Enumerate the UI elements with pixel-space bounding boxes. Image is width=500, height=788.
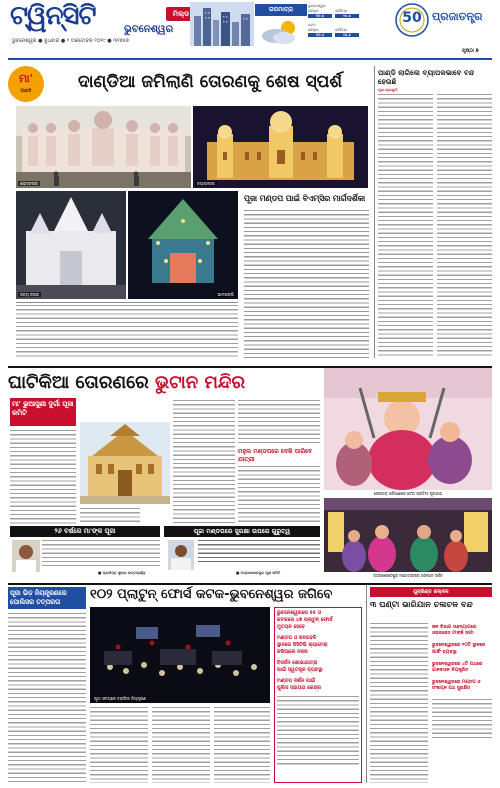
ghatikia-sub-box: ମା' ଭୁଆସୁଣୀ ଦୁର୍ଗା ପୂଜା କମିଟି bbox=[10, 398, 76, 426]
bullets-body bbox=[432, 699, 492, 739]
red-box-line-9: ମଣ୍ଡପ ଦର୍ଶନ ପାଇଁ bbox=[277, 678, 316, 684]
maa-logo-sub: ଆରତି bbox=[20, 89, 32, 94]
red-box-line-8: ପାଇଁ ସ୍ୱତନ୍ତ୍ର ବ୍ୟବସ୍ଥା bbox=[277, 667, 323, 673]
box2-caption: ■ ଚନ୍ଦ୍ରଶେଖରପୁର ପୂଜା କମିଟି bbox=[236, 571, 281, 575]
bullet-4: ଭୁବନେଶ୍ୱରରେ ମଣ୍ଡପ ଓ ସଂଲଗ୍ନ ପଥ ସୁରକ୍ଷିତ bbox=[432, 680, 481, 692]
masthead-rule bbox=[8, 58, 492, 60]
photo-caption-4: ଭୀମତାଙ୍ଗି bbox=[217, 292, 234, 297]
lead-headline: ଦାଣ୍ଡିଆ ଜମିଲାଣି ତୋରଣକୁ ଶେଷ ସ୍ପର୍ଶ bbox=[77, 72, 343, 92]
side-tag: ପୂଜା ପ୍ରସ୍ତୁତି bbox=[378, 88, 398, 92]
bottom-mid-col-3 bbox=[214, 707, 270, 783]
box2-body bbox=[198, 540, 320, 564]
ghatikia-col-2 bbox=[80, 508, 140, 524]
ghatikia-col-3 bbox=[173, 400, 235, 524]
side-body-col-2 bbox=[437, 94, 492, 356]
box1-portrait bbox=[12, 540, 40, 572]
durga-idol-photo bbox=[324, 368, 492, 490]
ghatikia-headline bbox=[8, 370, 320, 396]
lead-body-text bbox=[244, 210, 369, 358]
red-box-line-3: ମୁତୟନ ହେବେ bbox=[277, 624, 305, 630]
ghatikia-headline-b: ଭୁଟାନ ମନ୍ଦିର bbox=[155, 372, 246, 393]
bullet-2: ଭୁବନେଶ୍ୱରରେ ୧୦ଟି ସ୍ଥାନରେ ପାର୍କିଂ ବ୍ୟବସ୍ଥା bbox=[432, 643, 486, 655]
palace-photo-2 bbox=[193, 106, 368, 188]
red-box-line-2: କଟକରେ ୪୭ ପ୍ଲାଟୁନ୍ ଫୋର୍ସ bbox=[277, 617, 333, 623]
weather-max-label-1: ସର୍ବାଧିକ bbox=[308, 9, 319, 13]
box2-head: ପୂଜା ମଣ୍ଡପରେ ସୁରକ୍ଷା ଉପରେ ଗୁରୁତ୍ୱ bbox=[164, 526, 320, 537]
box1-caption: ■ ପ୍ରଦୀପ୍ତ କୁମାର ଭଟ୍ଟାଚାର୍ଯ୍ୟ bbox=[98, 571, 146, 575]
masthead-badge: ମିଲ୍‌ଡ bbox=[166, 7, 196, 21]
bullet-1: ଜଳ ବିଭାଗ ଉଦ୍ୟୋଗରେ ଓଭରହେଡ ଟାଙ୍କି ସଫା bbox=[432, 625, 477, 637]
box2-portrait bbox=[168, 540, 194, 570]
weather-icon bbox=[258, 18, 304, 46]
weather-city-1: ଭୁବନେଶ୍ୱର bbox=[308, 4, 326, 8]
page-number: ପୃଷ୍ଠା ୭ bbox=[462, 48, 479, 54]
side-body-col-1 bbox=[378, 94, 433, 356]
palace-photo-3 bbox=[16, 191, 126, 299]
market-photo bbox=[324, 498, 492, 572]
red-box-line-6: ଜରିଆରେ ନଜର bbox=[277, 649, 308, 655]
right-tag: ଗୁଜ୍‌ରିଣ୍ଡ କଲ୍‌ଦଳ bbox=[370, 587, 492, 597]
weather-min-2: ୨୫.୫ bbox=[335, 33, 359, 37]
traffic-photo bbox=[90, 607, 270, 703]
bottom-mid-col-1 bbox=[90, 707, 148, 783]
anniversary-number: 50 bbox=[402, 10, 422, 26]
masthead-city: ଭୁବନେଶ୍ୱର bbox=[124, 24, 174, 35]
lead-under-photo-text bbox=[16, 305, 238, 359]
side-headline: ପାଣ୍ଡି ଲାଗିଲେ ବ୍ୟାପକଭାବେ ବନ୍ଦ ହେଉଛି bbox=[378, 68, 475, 86]
weather-max-2: ୩୨.୬ bbox=[308, 33, 332, 37]
red-fact-box bbox=[274, 607, 362, 783]
weather-max-1: ୩୨.୫ bbox=[308, 14, 332, 18]
paper-name: ପ୍ରଜାତନ୍ତ୍ର bbox=[432, 10, 483, 23]
ghatikia-col-5 bbox=[238, 466, 320, 524]
red-box-line-1: ଭୁବନେଶ୍ୱରରେ ୫୫ ଓ bbox=[277, 610, 322, 616]
masthead-title: ଟ୍ୱିନ୍‌ସିଟି bbox=[10, 1, 96, 31]
market-caption: ଚନ୍ଦ୍ରଶେଖରପୁର ମହୋତ୍ସବରେ ରଙ୍ଗୀନ ଦର୍ଶନ bbox=[373, 573, 443, 578]
right-body-col-1 bbox=[370, 623, 428, 783]
right-column-rule bbox=[366, 585, 367, 783]
bottom-main-head: ୧୦୨ ପ୍ଲାଟୁନ୍ ଫୋର୍ସ କଟକ-ଭୁବନେଶ୍ୱର ଜଗିବେ bbox=[90, 587, 333, 602]
ghatikia-col-4 bbox=[238, 400, 320, 446]
weather-max-label-2: ସର୍ବାଧିକ bbox=[308, 28, 319, 32]
lead-section bbox=[8, 64, 492, 364]
bhutan-temple-photo bbox=[80, 422, 170, 504]
ghatikia-mid-head: ମହୁଲ ମଣ୍ଡପରେ ଦେଖି ପାରିବେ ଯାତ୍ରୀ bbox=[238, 448, 313, 463]
palace-photo-4 bbox=[128, 191, 238, 299]
lead-subhead: ପୂଜା ମଣ୍ଡପ ପାଇଁ ବିଏମ୍‌ସିର ମାର୍ଗଦର୍ଶିକା bbox=[244, 194, 366, 203]
side-column-rule bbox=[374, 66, 375, 358]
photo-caption-2: ନୟାପଲ୍ଲୀ bbox=[197, 181, 215, 186]
masthead-dateline: ଭୁବନେଶ୍ୱର ● ବୁଧବାର ● ୨ ଅକ୍ଟୋବର ୨୦୧୯ ● ୩୧୭୫୭ bbox=[12, 38, 129, 44]
right-bullets bbox=[432, 625, 492, 783]
bottom-left-head: ପୂଜା ଭିଡ଼ ନିୟନ୍ତ୍ରଣରେ ପୋଲିସର ତତ୍ପରତା bbox=[8, 587, 86, 609]
weather-table bbox=[306, 4, 362, 46]
palace-photo-1 bbox=[16, 106, 191, 188]
photo-caption-1: ଶହୀଦନଗର bbox=[20, 181, 38, 186]
lead-bottom-rule bbox=[16, 302, 238, 303]
bottom-left-body bbox=[8, 613, 86, 783]
durga-caption: ସୋରଗଡ଼ ଖରିଆଣରେ ଦେବୀ ପ୍ରତିମା ପୂଜାପାଠ bbox=[373, 491, 443, 496]
photo-caption-3: ସତ୍ୟ ନଗର bbox=[20, 292, 39, 297]
box1-body bbox=[42, 540, 160, 566]
weather-min-label-1: ସର୍ବନିମ୍ନ bbox=[335, 9, 348, 13]
red-box-line-5: ସ୍ଥାନରେ ସିସିଟିଭି କ୍ୟାମେରା bbox=[277, 642, 328, 648]
red-box-line-7: ବିସର୍ଜନ ଶୋଭାଯାତ୍ରା bbox=[277, 660, 318, 666]
ghatikia-headline-a: ଘାଟିକିଆ ତୋରଣରେ bbox=[8, 372, 149, 393]
masthead bbox=[0, 0, 500, 64]
weather-min-label-2: ସର୍ବନିମ୍ନ bbox=[335, 28, 348, 32]
bullet-3: ଭୁବନେଶ୍ୱରରେ ୪ଟି ପଥରେ ଯାନବାହନ ନିୟନ୍ତ୍ରିତ bbox=[432, 661, 483, 674]
traffic-caption: ପୂଜା ସମୟରେ ଟ୍ରାଫିକ ନିୟନ୍ତ୍ରଣ bbox=[94, 696, 147, 701]
ghatikia-col-1 bbox=[10, 430, 76, 524]
weather-min-1: ୨୪.୫ bbox=[335, 14, 359, 18]
ghatikia-section bbox=[8, 368, 492, 582]
box1-head: ୨୬ ବର୍ଷରେ ମା'ଙ୍କ ପୂଜା bbox=[10, 526, 160, 537]
maa-logo-text: ମା' bbox=[18, 72, 34, 85]
anniversary-logo bbox=[394, 2, 430, 38]
red-box-line-10: ପୁଲିସ ସହାୟତା କେନ୍ଦ୍ର bbox=[277, 685, 322, 691]
bottom-mid-col-2 bbox=[152, 707, 210, 783]
maa-logo bbox=[8, 66, 44, 102]
right-head: ୩ ଘଣ୍ଟା ଭାରିଯାନ ଚଳାଚଳ ବନ୍ଦ bbox=[370, 599, 473, 609]
red-box-body bbox=[277, 696, 359, 766]
bottom-section bbox=[8, 585, 492, 785]
weather-label: ତାପମାତ୍ରା bbox=[255, 4, 307, 16]
weather-city-2: କଟକ bbox=[308, 23, 316, 27]
skyline-illustration bbox=[190, 2, 254, 46]
red-box-line-4: ମଣ୍ଡପ ଓ ଜନଗହଳି bbox=[277, 635, 317, 641]
